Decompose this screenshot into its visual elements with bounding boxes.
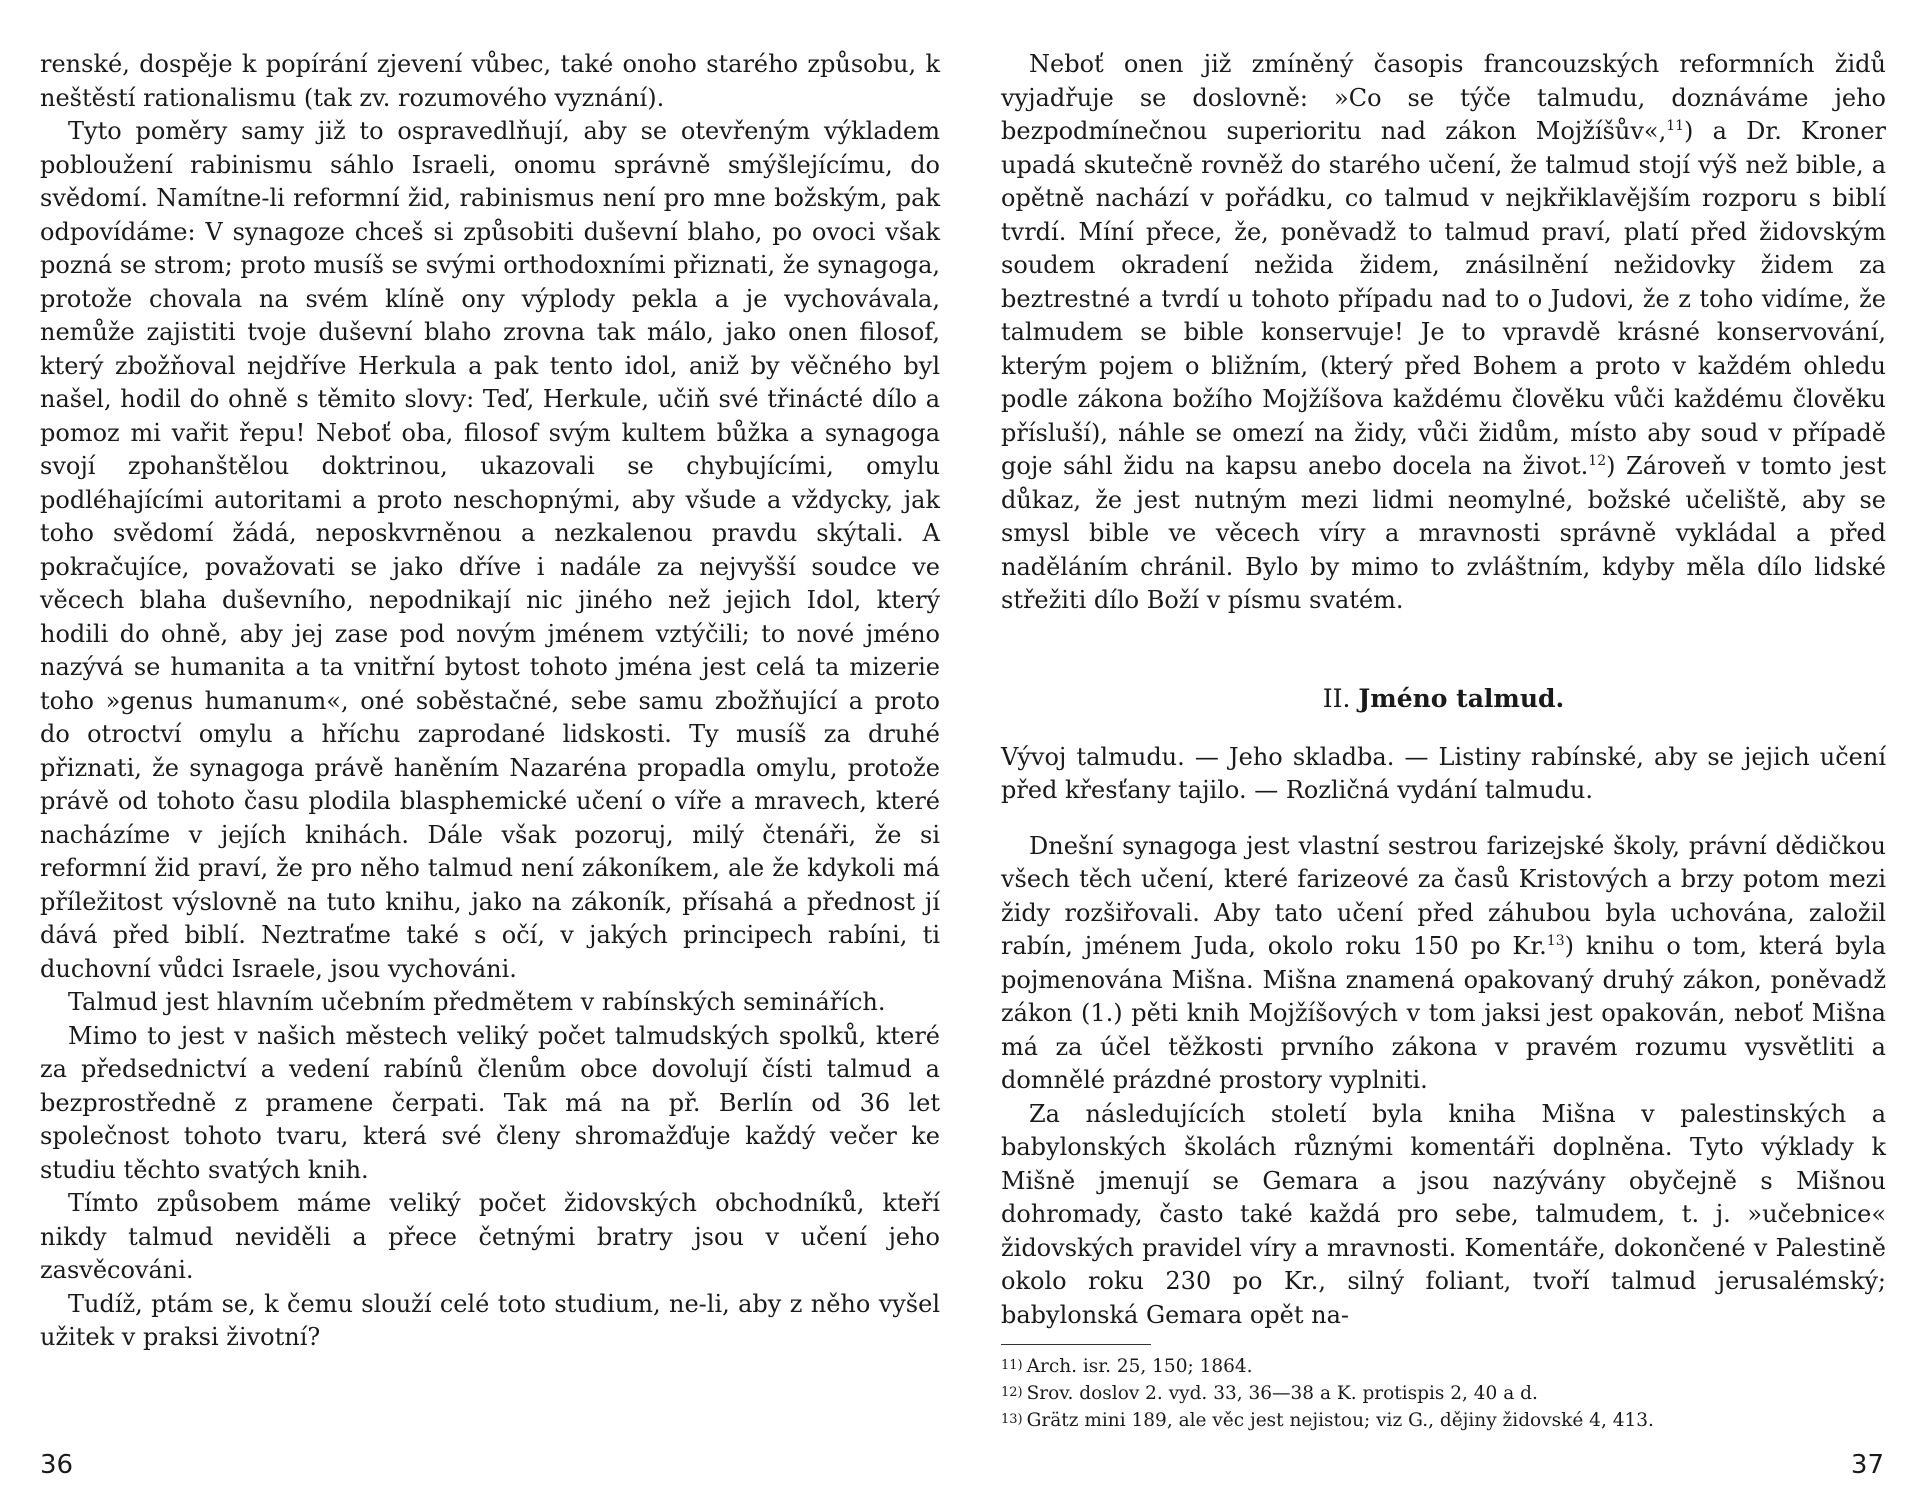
left-paragraph-4: Mimo to jest v našich městech veliký počet talmudských spolků, které za předsednictví a vedení rabínů členům obce dovolují čísti talmud a bezprostředně z pramene čerpati. Tak má na př. Berlín od 36 let společnost tohoto tvaru, která své členy shromažďuje každý večer ke studiu těchto svatých knih. xyxy=(40,1021,940,1184)
left-paragraph-2: Tyto poměry samy již to ospravedlňují, aby se otevřeným výkladem pobloužení rabinismu sáhlo Israeli, onomu správně smýšlejícímu, do svědomí. Namítne-li reformní žid, rabinismus není pro mne božským, pak odpovídáme: V synagoze chceš si způsobiti duševní blaho, po ovoci však pozná se strom; proto musíš se svými orthodoxními přiznati, že synagoga, protože chovala na svém klíně ony výplody pekla a je vychovávala, nemůže zajistiti tvoje duševní blaho zrovna tak málo, jako onen filosof, který zbožňoval nejdříve Herkula a pak tento idol, aniž by věčného byl našel, hodil do ohně s těmito slovy: Teď, Herkule, učiň své třinácté dílo a pomoz mi vařit řepu! Neboť oba, filosof svým kultem bůžka a synagoga svojí zpohanštělou doktrinou, ukazovali se chybujícími, omylu podléhajícími autoritami a proto neschopnými, aby všude a vždycky, jak toho svědomí žádá, neposkvrněnou a nezkalenou pravdu skýtali. A pokračujíce, považovati se jako dříve i nadále za nejvyšší soudce ve věcech blaha duševního, nepodnikají nic jiného než jejich Idol, který hodili do ohně, aby jej zase pod novým jménem vztýčili; to nové jméno nazývá se humanita a ta vnitřní bytost tohoto jména jest celá ta mizerie toho »genus humanum«, oné soběstačné, sebe samu zbožňující a proto do otroctví omylu a hříchu zaprodané lidskosti. Ty musíš za druhé přiznati, že synagoga právě haněním Nazaréna propadla omylu, protože právě od tohoto času plodila blasphemické učení o víře a mravech, které nacházíme v jejích knihách. Dále však pozoruj, milý čtenáři, že si reformní žid praví, že pro něho talmud není zákoníkem, ale že kdykoli má příležitost výslovně na tuto knihu, jako na zákoník, přísahá a přednost jí dává před biblí. Neztraťme také s očí, v jakých principech rabíni, ti duchovní vůdci Israele, jsou vychováni. xyxy=(40,117,940,983)
right-paragraph-1 xyxy=(1001,48,1886,618)
left-paragraph-5: Tímto způsobem máme veliký počet židovských obchodníků, kteří nikdy talmud neviděli a přece četnými bratry jsou v učení jeho zasvěcováni. xyxy=(40,1189,940,1284)
section-title: Jméno talmud. xyxy=(1358,683,1565,713)
footnote-13 xyxy=(1001,1407,1886,1434)
right-page xyxy=(961,0,1922,1500)
section-summary: Vývoj talmudu. — Jeho skladba. — Listiny rabínské, aby se jejich učení před křesťany tajilo. — Rozličná vydání talmudu. xyxy=(1001,742,1886,804)
footnote-mark: 12) xyxy=(1001,1385,1023,1400)
right-text-column xyxy=(1001,48,1886,1434)
footnote-11 xyxy=(1001,1353,1886,1380)
right-p1-text-b: ) a Dr. Kroner upadá skutečně rovněž do starého učení, že talmud stojí výš než bible, a opětně nachází v pořádku, co talmud v nejkřiklavějším rozporu s biblí tvrdí. Míní přece, že, poněvadž to talmud praví, platí před židovským soudem okradení nežida židem, znásilnění nežidovky židem za beztrestné a tvrdí u tohoto případu nad to o Judovi, že z toho vidíme, že talmudem se bible konservuje! Je to vpravdě krásné konservování, kterým pojem o bližním, (který před Bohem a proto v každém ohledu podle zákona božího Mojžíšova každému člověku vůči každému člověku přísluší), náhle se omezí na židy, vůči židům, místo aby soud v případě goje sáhl židu na kapsu anebo docela na život. xyxy=(1001,117,1886,480)
right-p1-text-a: Neboť onen již zmíněný časopis francouzských reformních židů vyjadřuje se doslovně: »Co se týče talmudu, doznáváme jeho bezpodmínečnou superioritu nad zákon Mojžíšův«, xyxy=(1001,50,1886,145)
left-paragraph-6: Tudíž, ptám se, k čemu slouží celé toto studium, ne-li, aby z něho vyšel užitek v praksi životní? xyxy=(40,1289,940,1351)
section-number: II. xyxy=(1322,683,1351,713)
footnote-text: Srov. doslov 2. vyd. 33, 36—38 a K. protispis 2, 40 a d. xyxy=(1026,1383,1538,1404)
footnote-mark: 13) xyxy=(1001,1412,1023,1427)
page-number-right: 37 xyxy=(1850,1450,1884,1480)
right-paragraph-3: Za následujících století byla kniha Mišna v palestinských a babylonských školách různými komentáři doplněna. Tyto výklady k Mišně jmenují se Gemara a jsou nazývány obyčejně s Mišnou dohromady, často také každá pro sebe, talmudem, t. j. »učebnice« židovských pravidel víry a mravnosti. Komentáře, dokončené v Palestině okolo roku 230 po Kr., silný foliant, tvoří talmud jerusalémský; babylonská Gemara opět na- xyxy=(1001,1099,1886,1329)
footnote-text: Arch. isr. 25, 150; 1864. xyxy=(1026,1356,1253,1377)
left-text-column xyxy=(40,48,940,1355)
left-paragraph-3: Talmud jest hlavním učebním předmětem v rabínských seminářích. xyxy=(68,988,886,1016)
footnote-divider xyxy=(1001,1344,1151,1345)
right-p1-text-c: ) Zároveň v tomto jest důkaz, že jest nutným mezi lidmi neomylné, božské učeliště, aby se smysl bible ve věcech víry a mravnosti správně vykládal a před naděláním chránil. Bylo by mimo to zvláštním, kdyby měla dílo lidské střežiti dílo Boží v písmu svatém. xyxy=(1001,452,1886,614)
footnote-ref-12: 12 xyxy=(1588,453,1607,469)
footnote-12 xyxy=(1001,1380,1886,1407)
right-paragraph-2 xyxy=(1001,830,1886,1098)
footnote-ref-11: 11 xyxy=(1666,118,1685,134)
section-heading xyxy=(1001,684,1886,713)
page-number-left: 36 xyxy=(40,1450,74,1480)
left-paragraph-1: renské, dospěje k popírání zjevení vůbec, také onoho starého způsobu, k neštěstí rationalismu (tak zv. rozumového vyznání). xyxy=(40,50,940,112)
right-p2-text-a: Dnešní synagoga jest vlastní sestrou farizejské školy, právní dědičkou všech těch učení, které farizeové za časů Kristových a brzy potom mezi židy rozšiřovali. Aby tato učení před záhubou byla uchována, založil rabín, jménem Juda, okolo roku 150 po Kr. xyxy=(1001,831,1886,960)
footnote-mark: 11) xyxy=(1001,1358,1023,1373)
footnote-ref-13: 13 xyxy=(1546,933,1565,949)
right-p2-text-b: ) knihu o tom, která byla pojmenována Mišna. Mišna znamená opakovaný druhý zákon, poněvadž zákon (1.) pěti knih Mojžíšových v tom jaksi jest opakován, neboť Mišna má za účel těžkosti prvního zákona v pravém rozumu vysvětliti a domnělé prázdné prostory vyplniti. xyxy=(1001,932,1886,1094)
footnote-text: Grätz mini 189, ale věc jest nejistou; viz G., dějiny židovské 4, 413. xyxy=(1026,1410,1654,1431)
